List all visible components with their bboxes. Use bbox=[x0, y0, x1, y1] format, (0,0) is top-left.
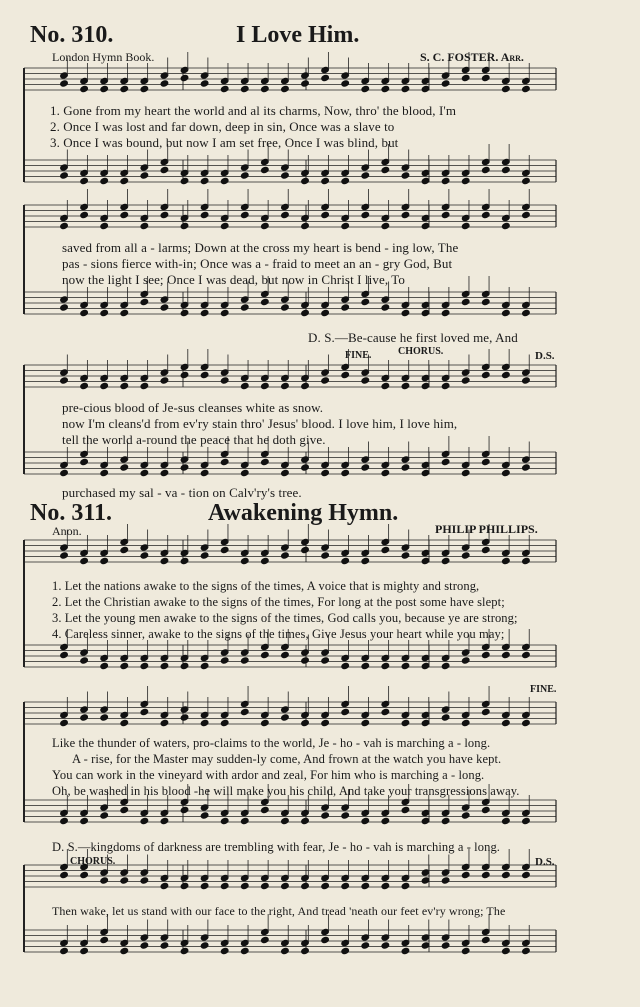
hymn2-ds-mark: D.S. bbox=[535, 856, 555, 868]
hymn1-verse1-line3: pre-cious blood of Je-sus cleanses white as snow. bbox=[62, 400, 324, 415]
hymn-number-311: No. 311. bbox=[30, 500, 113, 526]
hymn1-verse3-line1: 3. Once I was bound, but now I am set free, Once I was blind, but bbox=[50, 135, 399, 150]
hymn2-chorus: CHORUS. bbox=[70, 856, 116, 867]
hymn2-verse3-line1: 3. Let the young men awake to the signs of the times, God calls you, because ye are strong; bbox=[52, 611, 518, 625]
hymn1-verse1-line2: saved from all a - larms; Down at the cross my heart is bend - ing low, The bbox=[62, 240, 459, 255]
hymn2-source: Anon. bbox=[52, 524, 82, 538]
hymn1-fine: FINE. bbox=[345, 350, 372, 361]
hymn1-ds-mark: D.S. bbox=[535, 350, 555, 362]
hymn-title-i-love-him: I Love Him. bbox=[236, 22, 360, 48]
hymn2-composer: PHILIP PHILLIPS. bbox=[435, 522, 538, 536]
hymn2-verse2-line2: A - rise, for the Master may sudden-ly come, And frown at the watch you have kept. bbox=[72, 752, 502, 766]
hymn2-ds-line: D. S.—kingdoms of darkness are trembling with fear, Je - ho - vah is marching a - long. bbox=[52, 840, 501, 854]
hymn2-verse3-line2: You can work in the vineyard with ardor and zeal, For him who is marching a - long. bbox=[52, 768, 485, 782]
hymn1-verse3-line2: now the light I see; Once I was dead, but now in Christ I live, To bbox=[62, 272, 406, 287]
hymn2-verse2-line1: 2. Let the Christian awake to the signs of the times, For long at the post some have slept; bbox=[52, 595, 505, 609]
hymn1-verse1-line1: 1. Gone from my heart the world and al its charms, Now, thro' the blood, I'm bbox=[50, 103, 457, 118]
hymn1-verse-end: purchased my sal - va - tion on Calv'ry's tree. bbox=[62, 485, 302, 500]
hymn2-verse4-line2: Oh, be washed in his blood -he will make you his child, And take your transgressions away. bbox=[52, 784, 520, 798]
hymn-title-awakening-hymn: Awakening Hymn. bbox=[208, 500, 399, 526]
hymn1-verse2-line1: 2. Once I was lost and far down, deep in sin, Once was a slave to bbox=[50, 119, 395, 134]
hymn2-verse1-line1: 1. Let the nations awake to the signs of the times, A voice that is mighty and strong, bbox=[52, 579, 480, 593]
hymn2-verse4-line1: 4. Careless sinner, awake to the signs of the times, Give Jesus your heart while you may; bbox=[52, 627, 505, 641]
hymn-number-310: No. 310. bbox=[30, 22, 114, 48]
hymn1-ds-line: D. S.—Be-cause he first loved me, And bbox=[308, 330, 518, 345]
hymn1-verse2-line3: now I'm cleans'd from ev'ry stain thro' Jesus' blood. I love him, I love him, bbox=[62, 416, 458, 431]
hymn1-chorus: CHORUS. bbox=[398, 346, 444, 357]
hymn2-chorus-line: Then wake, let us stand with our face to the right, And tread 'neath our feet ev'ry wrong; The bbox=[52, 904, 506, 918]
hymn1-composer: S. C. FOSTER. Arr. bbox=[420, 50, 524, 64]
hymn2-verse1-line2: Like the thunder of waters, pro-claims to the world, Je - ho - vah is marching a - long. bbox=[52, 736, 491, 750]
hymn1-verse3-line3: tell the world a-round the peace that he doth give. bbox=[62, 432, 326, 447]
hymn2-fine: FINE. bbox=[530, 684, 557, 695]
hymn1-verse2-line2: pas - sions fierce with-in; Once was a - fraid to meet an an - gry God, But bbox=[62, 256, 453, 271]
hymn1-source: London Hymn Book. bbox=[52, 50, 155, 64]
